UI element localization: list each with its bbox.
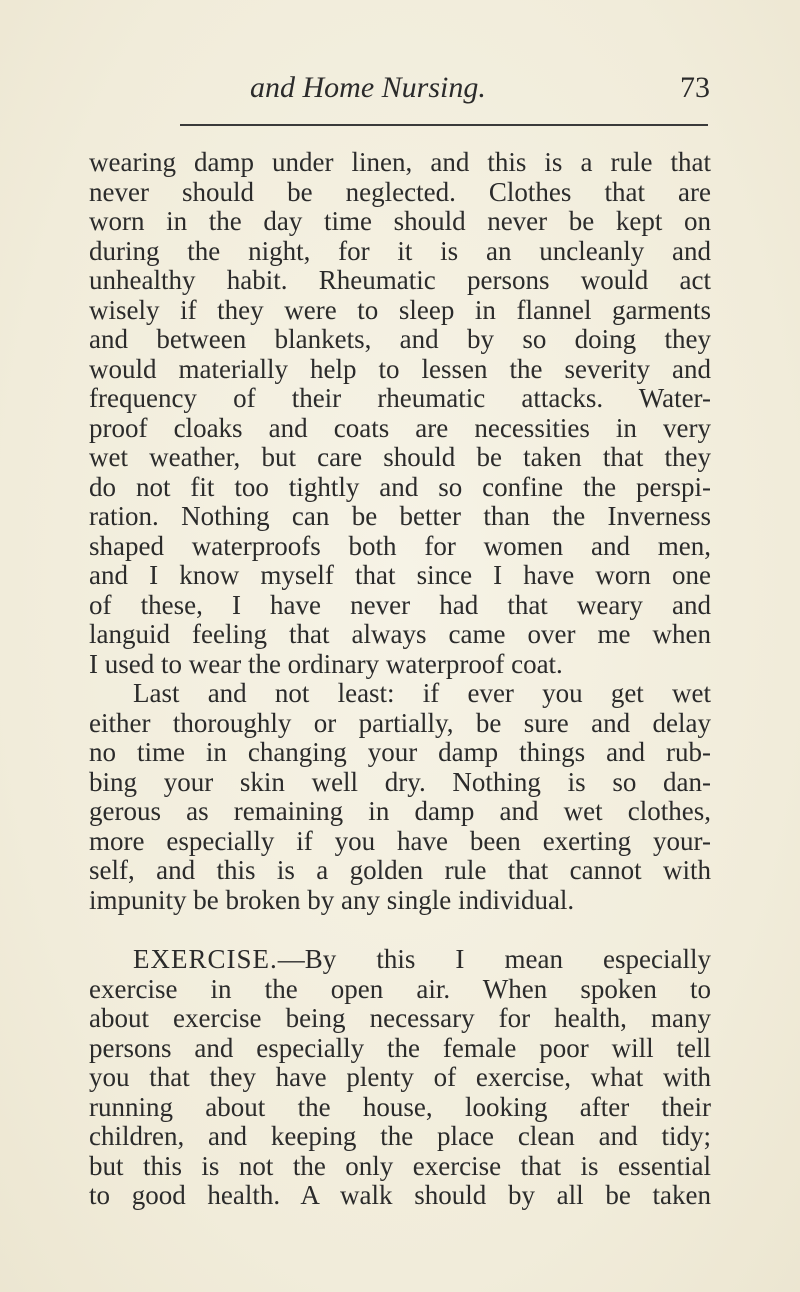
heading-continuation: —By this I mean especially bbox=[277, 944, 711, 974]
text-line: running about the house, looking after their bbox=[89, 1091, 711, 1122]
text-line: wisely if they were to sleep in flannel garments bbox=[89, 294, 711, 325]
text-line: frequency of their rheumatic attacks. Water- bbox=[89, 383, 711, 413]
paragraph-exercise bbox=[89, 945, 711, 1211]
text-line: persons and especially the female poor will tell bbox=[89, 1032, 711, 1063]
running-title: and Home Nursing. bbox=[250, 71, 486, 104]
text-line: impunity be broken by any single individual. bbox=[89, 884, 575, 915]
text-line: self, and this is a golden rule that cannot with bbox=[89, 855, 711, 885]
text-line: would materially help to lessen the severity and bbox=[89, 353, 711, 384]
text-line: wearing damp under linen, and this is a rule that bbox=[89, 147, 711, 177]
paragraph-rheumatism bbox=[89, 148, 711, 679]
text-line: exercise in the open air. When spoken to bbox=[89, 973, 711, 1004]
text-line: shaped waterproofs both for women and men, bbox=[89, 530, 711, 561]
text-line: bing your skin well dry. Nothing is so dan- bbox=[89, 766, 711, 797]
text-line: and I know myself that since I have worn one bbox=[89, 560, 711, 590]
text-line: about exercise being necessary for health, many bbox=[89, 1003, 711, 1033]
paragraph-wet-clothes bbox=[89, 679, 711, 915]
text-line: do not fit too tightly and so confine the perspi- bbox=[89, 471, 711, 502]
text-line: proof cloaks and coats are necessities in very bbox=[89, 412, 711, 443]
text-line: unhealthy habit. Rheumatic persons would act bbox=[89, 265, 711, 295]
text-line: more especially if you have been exerting your- bbox=[89, 825, 711, 856]
text-line: either thoroughly or partially, be sure and delay bbox=[89, 707, 711, 738]
body-text bbox=[89, 148, 711, 1211]
text-line: of these, I have never had that weary and bbox=[89, 589, 711, 620]
text-line: and between blankets, and by so doing they bbox=[89, 324, 711, 354]
text-line bbox=[89, 945, 711, 975]
text-line: I used to wear the ordinary waterproof coat. bbox=[89, 648, 563, 679]
text-line: never should be neglected. Clothes that are bbox=[89, 176, 711, 207]
text-line: you that they have plenty of exercise, what with bbox=[89, 1062, 711, 1092]
text-line: languid feeling that always came over me when bbox=[89, 619, 711, 649]
text-line: but this is not the only exercise that is essential bbox=[89, 1150, 711, 1181]
text-line: Last and not least: if ever you get wet bbox=[133, 678, 711, 708]
text-line: children, and keeping the place clean and tidy; bbox=[89, 1121, 711, 1151]
page-number: 73 bbox=[680, 71, 710, 104]
text-line: no time in changing your damp things and rub- bbox=[89, 737, 711, 767]
section-heading: EXERCISE. bbox=[133, 944, 278, 974]
page-header bbox=[250, 68, 710, 108]
header-rule bbox=[180, 124, 708, 126]
text-line: worn in the day time should never be kept on bbox=[89, 206, 711, 236]
text-line: to good health. A walk should by all be taken bbox=[89, 1180, 711, 1210]
text-line: during the night, for it is an uncleanly and bbox=[89, 235, 711, 266]
text-line: ration. Nothing can be better than the Inverness bbox=[89, 501, 711, 531]
text-line: wet weather, but care should be taken that they bbox=[89, 442, 711, 472]
text-line: gerous as remaining in damp and wet clothes, bbox=[89, 796, 711, 826]
paragraph-gap bbox=[89, 915, 711, 945]
